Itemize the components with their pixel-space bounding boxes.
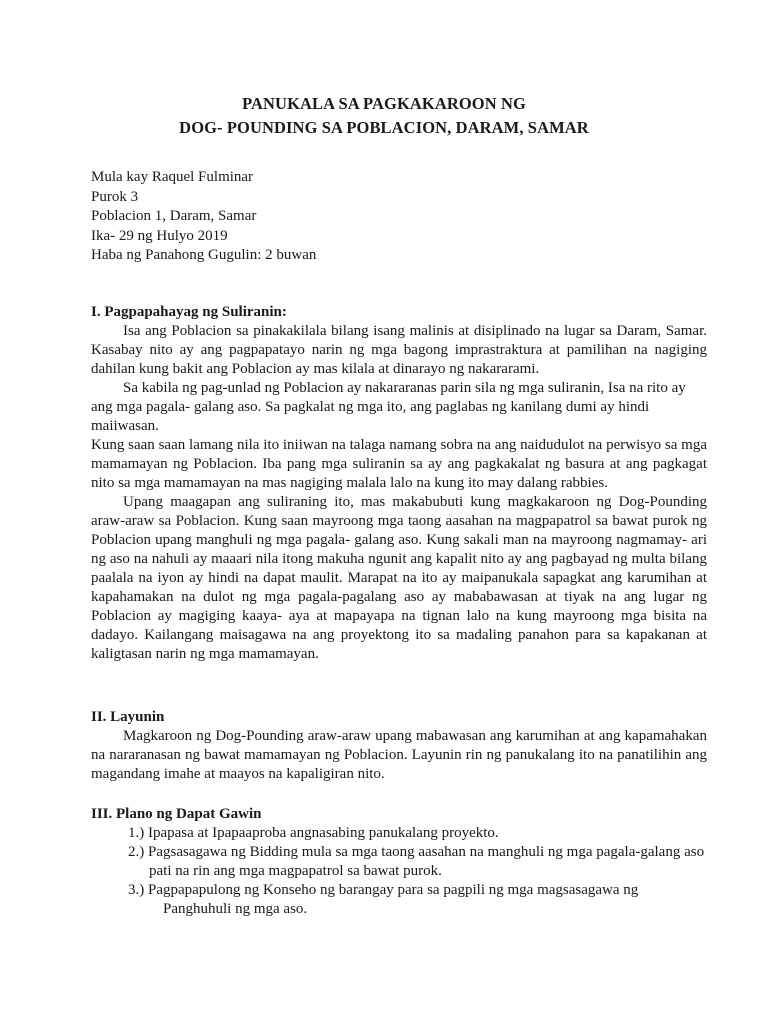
section-layunin bbox=[91, 708, 707, 784]
paragraph: Upang maagapan ang suliraning ito, mas makabubuti kung magkakaroon ng Dog-Pounding araw-araw sa Poblacion. Kung saan mayroong mga taong aasahan na magpapatrol sa bawat purok ng Poblacion upang manghuli ng mga pagala- galang aso. Kung sakali man na mayroong nagmamay- ari ng aso na nahuli ay maaari nila itong makuha ngunit ang kapalit nito ay ang pagbayad ng multa bilang paalala na iyon ay hindi na dapat maulit. Marapat na ito ay maipanukala sapagkat ang karumihan at kapahamakan na dulot ng mga pagala-pagalang aso ay mababawasan at tiyak na ang lugar ng Poblacion ay magiging kaaya- aya at mapayapa na tignan lalo na kung mayroong mga bisita na dadayo. Kailangang maisagawa na ang proyektong ito sa madaling panahon para sa kapakanan at kaligtasan narin ng mga mamamayan. bbox=[91, 494, 707, 662]
address-line: Poblacion 1, Daram, Samar bbox=[91, 208, 257, 224]
document-title-line-1: PANUKALA SA PAGKAKAROON NG bbox=[242, 94, 526, 113]
section-heading: II. Layunin bbox=[91, 709, 165, 725]
paragraph: Magkaroon ng Dog-Pounding araw-araw upang mabawasan ang karumihan at ang kapamahakan na nararanasan ng bawat mamamayan ng Poblacion. Layunin rin ng panukalang ito na panatilihin ang magandang imahe at maayos na kapaligiran nito. bbox=[91, 728, 707, 782]
document-header bbox=[91, 168, 316, 266]
author-line: Mula kay Raquel Fulminar bbox=[91, 169, 254, 185]
list-item: 3.) Pagpapapulong ng Konseho ng barangay para sa pagpili ng mga magsasagawa ng Panghuhuli ng mga aso. bbox=[128, 882, 639, 917]
section-suliranin bbox=[91, 303, 707, 664]
section-heading: I. Pagpapahayag ng Suliranin: bbox=[91, 304, 287, 320]
section-plano bbox=[91, 805, 707, 919]
section-heading: III. Plano ng Dapat Gawin bbox=[91, 806, 262, 822]
paragraph: Kung saan saan lamang nila ito iniiwan na talaga namang sobra na ang naidudulot na perwisyo sa mga mamamayan ng Poblacion. Iba pang mga suliranin sa ay ang pagkakalat ng basura at ang pagkagat nito sa mga mamamayan na mas nagiging malala lalo na kung ito may dalang rabbies. bbox=[91, 437, 707, 491]
duration-line: Haba ng Panahong Gugulin: 2 buwan bbox=[91, 247, 317, 263]
list-item: 1.) Ipapasa at Ipapaaproba angnasabing panukalang proyekto. bbox=[128, 825, 499, 841]
document-title-line-2: DOG- POUNDING SA POBLACION, DARAM, SAMAR bbox=[179, 118, 589, 137]
date-line: Ika- 29 ng Hulyo 2019 bbox=[91, 227, 228, 244]
list-item: 2.) Pagsasagawa ng Bidding mula sa mga taong aasahan na manghuli ng mga pagala-galang aso pati na rin ang mga magpapatrol sa bawat purok. bbox=[128, 844, 705, 879]
purok-line: Purok 3 bbox=[91, 188, 139, 205]
paragraph: Sa kabila ng pag-unlad ng Poblacion ay nakararanas parin sila ng mga suliranin, Isa na rito ay ang mga pagala- galang aso. Sa pagkalat ng mga ito, ang paglabas ng kanilang dumi ay hindi maiiwasan. bbox=[91, 380, 686, 434]
paragraph: Isa ang Poblacion sa pinakakilala bilang isang malinis at disiplinado na lugar sa Daram, Samar. Kasabay nito ay ang pagpapatayo narin ng mga bagong imprastraktura at pamilihan na nagiging dahilan kung bakit ang Poblacion ay mas kilala at dinarayo ng nakararami. bbox=[91, 323, 707, 377]
